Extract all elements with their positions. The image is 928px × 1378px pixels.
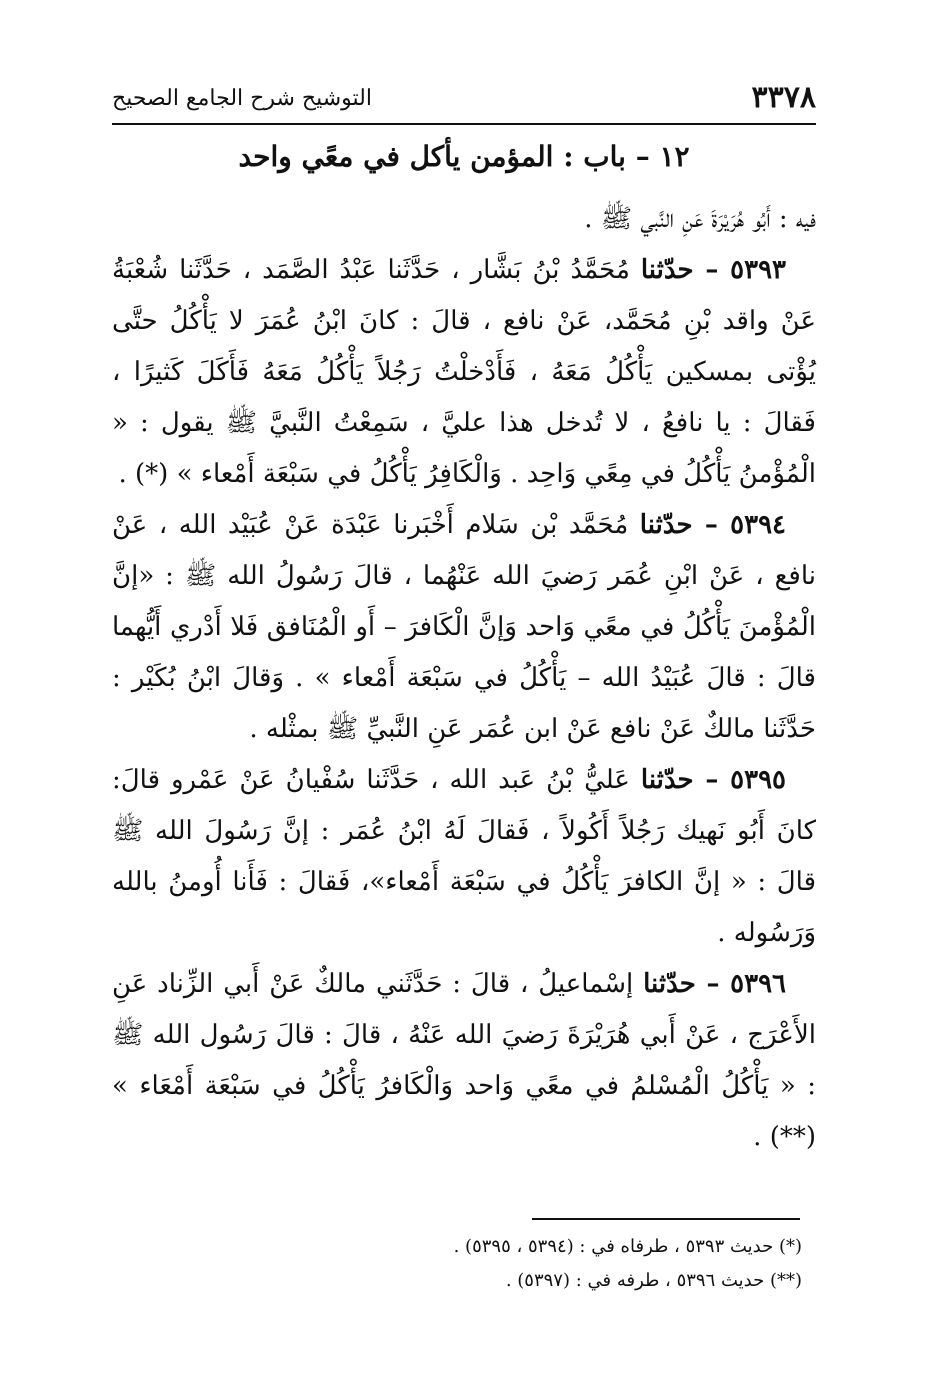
hadith-5395: ٥٣٩٥ – حدّثنا عَليُّ بْنُ عَبد الله ، حَدَّثَنا سُفْيانُ عَنْ عَمْرو قالَ: كانَ أَبُو نَهيك رَجُلاً أَكُولاً ، فَقالَ لَهُ ابْنُ عُمَر : إنَّ رَسُولَ الله ﷺ قالَ : « إنَّ الكافرَ يَأْكُلُ في سَبْعَة أَمْعاء»، فَقالَ : فَأَنا أُومنُ بالله وَرَسُوله . (112, 765, 816, 948)
page-number: ٣٣٧٨ (751, 80, 816, 115)
hadith-number: ٥٣٩٣ (730, 255, 786, 285)
narration-word: حدّثنا (639, 510, 693, 540)
hadith-5396: ٥٣٩٦ – حدّثنا إسْماعيلُ ، قالَ : حَدَّثَني مالكٌ عَنْ أَبي الزِّناد عَنِ الأَعْرَج ، عَنْ أَبي هُرَيْرَةَ رَضيَ الله عَنْهُ ، قالَ : قالَ رَسُول الله ﷺ : « يَأْكُلُ الْمُسْلمُ في معًي وَاحد وَالْكَافرُ يَأْكُلُ في سَبْعَة أَمْعَاء » (**) . (112, 969, 816, 1152)
running-title: التوشيح شرح الجامع الصحيح (112, 86, 372, 111)
footnote-1: (*) حديث ٥٣٩٣ ، طرفاه في : (٥٣٩٤ ، ٥٣٩٥) . (453, 1236, 802, 1257)
page-header (112, 76, 816, 120)
footnotes (112, 1230, 802, 1298)
header-rule (112, 123, 816, 125)
narration-word: حدّثنا (640, 255, 694, 285)
main-text (112, 194, 816, 1163)
hadith-5394: ٥٣٩٤ – حدّثنا مُحَمَّد بْن سَلام أَخْبَرنا عَبْدَة عَنْ عُبَيْد الله ، عَنْ نافع ، عَنْ ابْنِ عُمَر رَضيَ الله عَنْهُما ، قالَ رَسُولُ الله ﷺ : «إنَّ الْمُؤْمنَ يَأْكُلُ في معًي وَاحد وَإنَّ الْكَافرَ – أَو الْمُنَافق فَلا أَدْري أَيُّهما قالَ : قالَ عُبَيْدُ الله – يَأْكُلُ في سَبْعَة أَمْعاء » . وَقالَ ابْنُ بُكَيْر : حَدَّثَنا مالكٌ عَنْ نافع عَنْ ابن عُمَر عَنِ النَّبيِّ ﷺ بمثْله . (112, 510, 816, 744)
footnote-separator (532, 1218, 800, 1220)
hadith-text: إسْماعيلُ ، قالَ : حَدَّثَني مالكٌ عَنْ أَبي الزِّناد عَنِ الأَعْرَج ، عَنْ أَبي هُرَيْرَةَ رَضيَ الله عَنْهُ ، قالَ : قالَ رَسُول الله ﷺ : « يَأْكُلُ الْمُسْلمُ في معًي وَاحد وَالْكَافرُ يَأْكُلُ في سَبْعَة أَمْعَاء » (**) . (112, 969, 816, 1152)
hadith-5393: ٥٣٩٣ – حدّثنا مُحَمَّدُ بْنُ بَشَّار ، حَدَّثَنا عَبْدُ الصَّمَد ، حَدَّثَنا شُعْبَةُ عَنْ واقد بْنِ مُحَمَّد، عَنْ نافع ، قالَ : كانَ ابْنُ عُمَرَ لا يَأْكُلُ حتَّى يُؤْتى بمسكين يَأْكُلُ مَعَهُ ، فَأَدْخلْتُ رَجُلاً يَأْكُلُ مَعَهُ فَأَكَلَ كَثيرًا ، فَقالَ : يا نافعُ ، لا تُدخل هذا عليَّ ، سَمِعْتُ النَّبيَّ ﷺ يقول : « الْمُؤْمنُ يَأْكُلُ في مِعًي وَاحِد . وَالْكَافِرُ يَأْكُلُ في سَبْعَة أَمْعاء » (*) . (112, 255, 816, 489)
narration-word: حدّثنا (643, 969, 696, 999)
chapter-title: ١٢ – باب : المؤمن يأكل في معًي واحد (238, 140, 690, 173)
hadith-text: مُحَمَّدُ بْنُ بَشَّار ، حَدَّثَنا عَبْدُ الصَّمَد ، حَدَّثَنا شُعْبَةُ عَنْ واقد بْنِ مُحَمَّد، عَنْ نافع ، قالَ : كانَ ابْنُ عُمَرَ لا يَأْكُلُ حتَّى يُؤْتى بمسكين يَأْكُلُ مَعَهُ ، فَأَدْخلْتُ رَجُلاً يَأْكُلُ مَعَهُ فَأَكَلَ كَثيرًا ، فَقالَ : يا نافعُ ، لا تُدخل هذا عليَّ ، سَمِعْتُ النَّبيَّ ﷺ يقول : « الْمُؤْمنُ يَأْكُلُ في مِعًي وَاحِد . وَالْكَافِرُ يَأْكُلُ في سَبْعَة أَمْعاء » (*) . (112, 255, 816, 489)
hadith-text: مُحَمَّد بْن سَلام أَخْبَرنا عَبْدَة عَنْ عُبَيْد الله ، عَنْ نافع ، عَنْ ابْنِ عُمَر رَضيَ الله عَنْهُما ، قالَ رَسُولُ الله ﷺ : «إنَّ الْمُؤْمنَ يَأْكُلُ في معًي وَاحد وَإنَّ الْكَافرَ – أَو الْمُنَافق فَلا أَدْري أَيُّهما قالَ : قالَ عُبَيْدُ الله – يَأْكُلُ في سَبْعَة أَمْعاء » . وَقالَ ابْنُ بُكَيْر : حَدَّثَنا مالكٌ عَنْ نافع عَنْ ابن عُمَر عَنِ النَّبيِّ ﷺ بمثْله . (112, 510, 816, 744)
narration-word: حدّثنا (640, 765, 694, 795)
hadith-number: ٥٣٩٥ (730, 765, 786, 795)
chapter-intro: فيه : أَبُو هُرَيْرَةَ عَنِ النَّبي ﷺ . (584, 204, 816, 234)
hadith-number: ٥٣٩٤ (730, 510, 786, 540)
hadith-text: عَليُّ بْنُ عَبد الله ، حَدَّثَنا سُفْيانُ عَنْ عَمْرو قالَ: كانَ أَبُو نَهيك رَجُلاً أَكُولاً ، فَقالَ لَهُ ابْنُ عُمَر : إنَّ رَسُولَ الله ﷺ قالَ : « إنَّ الكافرَ يَأْكُلُ في سَبْعَة أَمْعاء»، فَقالَ : فَأَنا أُومنُ بالله وَرَسُوله . (112, 765, 816, 948)
hadith-number: ٥٣٩٦ (730, 969, 786, 999)
footnote-2: (**) حديث ٥٣٩٦ ، طرفه في : (٥٣٩٧) . (505, 1270, 802, 1291)
